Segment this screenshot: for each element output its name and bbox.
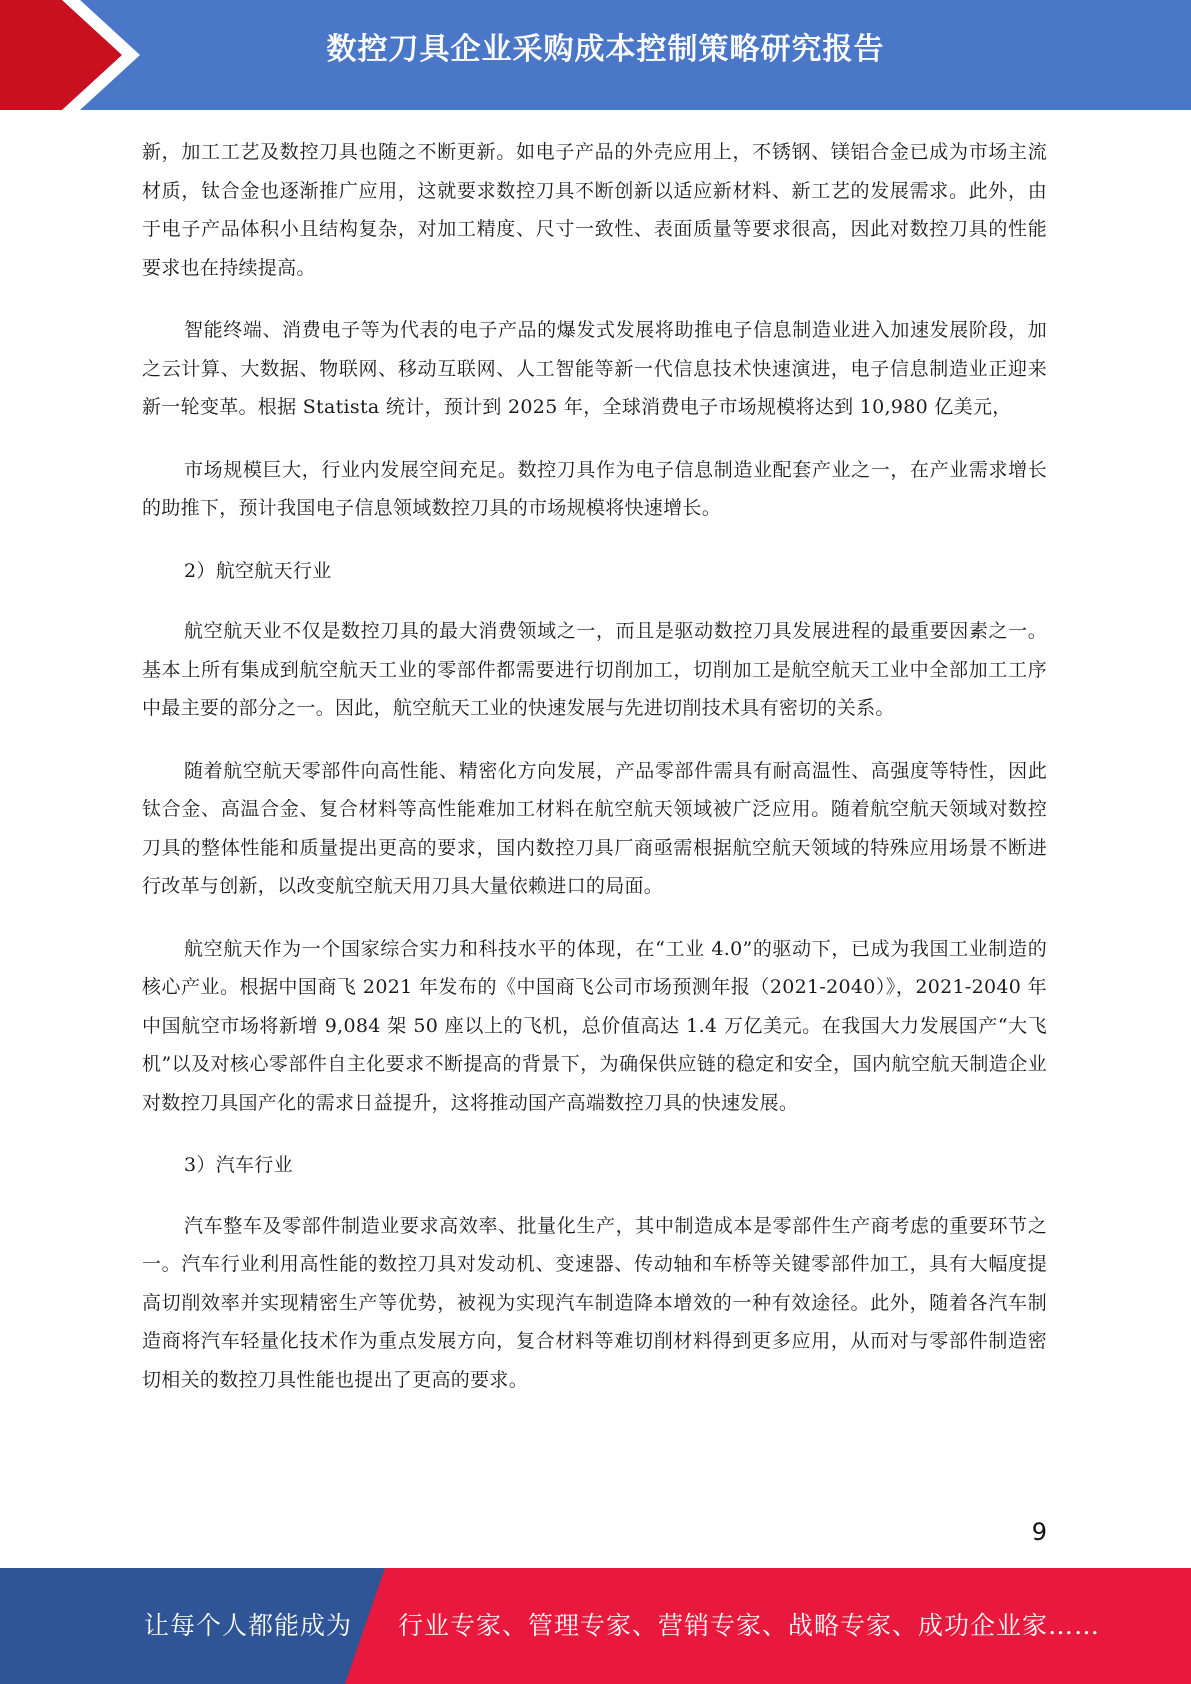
document-body	[142, 133, 1047, 1423]
body-paragraph: 航空航天作为一个国家综合实力和科技水平的体现，在“工业 4.0”的驱动下，已成为我国工业制造的核心产业。根据中国商飞 2021 年发布的《中国商飞公司市场预测年报（2021-2040）》，2021-2040 年中国航空市场将新增 9,084 架 50 座以上的飞机，总价值高达 1.4 万亿美元。在我国大力发展国产“大飞机”以及对核心零部件自主化要求不断提高的背景下，为确保供应链的稳定和安全，国内航空航天制造企业对数控刀具国产化的需求日益提升，这将推动国产高端数控刀具的快速发展。	[142, 937, 1047, 1114]
section-heading-automotive: 3）汽车行业	[184, 1154, 293, 1176]
page-number: 9	[1031, 1518, 1047, 1546]
body-paragraph: 市场规模巨大，行业内发展空间充足。数控刀具作为电子信息制造业配套产业之一，在产业需求增长的助推下，预计我国电子信息领域数控刀具的市场规模将快速增长。	[142, 458, 1047, 519]
report-title: 数控刀具企业采购成本控制策略研究报告	[326, 32, 885, 67]
body-paragraph: 汽车整车及零部件制造业要求高效率、批量化生产，其中制造成本是零部件生产商考虑的重要环节之一。汽车行业利用高性能的数控刀具对发动机、变速器、传动轴和车桥等关键零部件加工，具有大幅度提高切削效率并实现精密生产等优势，被视为实现汽车制造降本增效的一种有效途径。此外，随着各汽车制造商将汽车轻量化技术作为重点发展方向，复合材料等难切削材料得到更多应用，从而对与零部件制造密切相关的数控刀具性能也提出了更高的要求。	[142, 1214, 1047, 1391]
footer-slogan-right: 行业专家、管理专家、营销专家、战略专家、成功企业家……	[398, 1611, 1101, 1640]
body-paragraph: 航空航天业不仅是数控刀具的最大消费领域之一，而且是驱动数控刀具发展进程的最重要因素之一。基本上所有集成到航空航天工业的零部件都需要进行切削加工，切削加工是航空航天工业中全部加工工序中最主要的部分之一。因此，航空航天工业的快速发展与先进切削技术具有密切的关系。	[142, 620, 1047, 719]
section-heading-aerospace: 2）航空航天行业	[184, 559, 332, 582]
body-paragraph: 新，加工工艺及数控刀具也随之不断更新。如电子产品的外壳应用上，不锈钢、镁铝合金已成为市场主流材质，钛合金也逐渐推广应用，这就要求数控刀具不断创新以适应新材料、新工艺的发展需求。此外，由于电子产品体积小且结构复杂，对加工精度、尺寸一致性、表面质量等要求很高，因此对数控刀具的性能要求也在持续提高。	[142, 141, 1047, 279]
page-footer-banner	[0, 1568, 1191, 1684]
body-paragraph: 智能终端、消费电子等为代表的电子产品的爆发式发展将助推电子信息制造业进入加速发展阶段，加之云计算、大数据、物联网、移动互联网、人工智能等新一代信息技术快速演进，电子信息制造业正迎来新一轮变革。根据 Statista 统计，预计到 2025 年，全球消费电子市场规模将达到 10,980 亿美元，	[142, 319, 1047, 418]
footer-slogan-left: 让每个人都能成为	[144, 1611, 353, 1640]
body-paragraph: 随着航空航天零部件向高性能、精密化方向发展，产品零部件需具有耐高温性、高强度等特性，因此钛合金、高温合金、复合材料等高性能难加工材料在航空航天领域被广泛应用。随着航空航天领域对数控刀具的整体性能和质量提出更高的要求，国内数控刀具厂商亟需根据航空航天领域的特殊应用场景不断进行改革与创新，以改变航空航天用刀具大量依赖进口的局面。	[142, 759, 1047, 897]
page-header-banner	[0, 0, 1191, 110]
